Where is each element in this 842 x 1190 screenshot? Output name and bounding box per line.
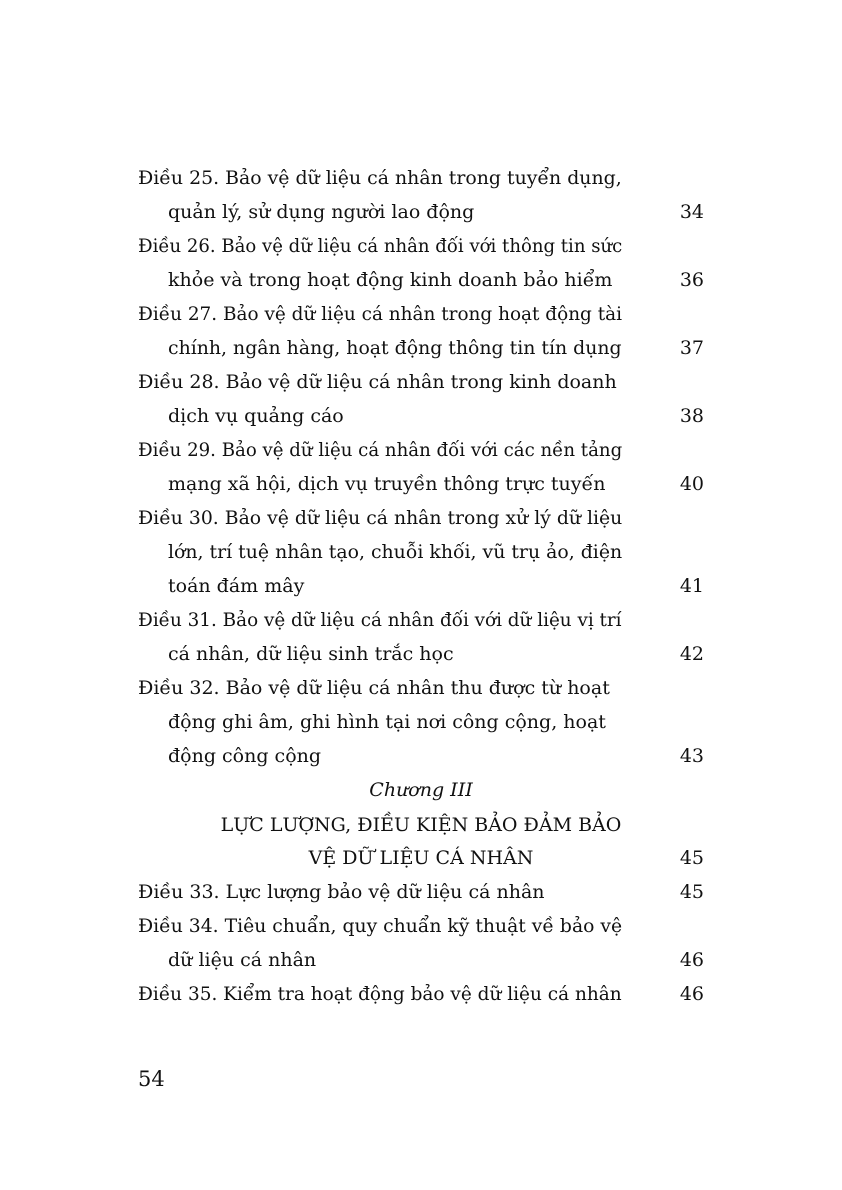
toc-entry-26-line2: khỏe và trong hoạt động kinh doanh bảo hiểm — [168, 269, 613, 291]
toc-entry-31-line2: cá nhân, dữ liệu sinh trắc học — [168, 643, 454, 665]
toc-entry-26-line1: Điều 26. Bảo vệ dữ liệu cá nhân đối với thông tin sức — [138, 235, 623, 257]
toc-entry-28-line1: Điều 28. Bảo vệ dữ liệu cá nhân trong kinh doanh — [138, 371, 617, 393]
toc-entry-30-line1: Điều 30. Bảo vệ dữ liệu cá nhân trong xử lý dữ liệu — [138, 507, 623, 529]
chapter-label: Chương III — [369, 779, 473, 801]
page-number: 54 — [138, 1067, 165, 1091]
toc-entry-31-line1: Điều 31. Bảo vệ dữ liệu cá nhân đối với dữ liệu vị trí — [138, 609, 622, 631]
toc-entry-35-page: 46 — [679, 983, 704, 1005]
toc-entry-29-line2: mạng xã hội, dịch vụ truyền thông trực tuyến — [168, 473, 606, 495]
toc-entry-34-line1: Điều 34. Tiêu chuẩn, quy chuẩn kỹ thuật về bảo vệ — [138, 915, 623, 937]
toc-entry-25-line2: quản lý, sử dụng người lao động — [168, 201, 475, 223]
toc-entry-34-page: 46 — [679, 949, 704, 971]
chapter-page: 45 — [679, 847, 704, 869]
toc-entry-33-line1: Điều 33. Lực lượng bảo vệ dữ liệu cá nhân — [138, 881, 545, 903]
toc-entry-29-page: 40 — [679, 473, 704, 495]
toc-entry-32-line2: động ghi âm, ghi hình tại nơi công cộng, hoạt — [168, 711, 606, 733]
toc-entry-32-line1: Điều 32. Bảo vệ dữ liệu cá nhân thu được từ hoạt — [138, 677, 610, 699]
toc-entry-34-line2: dữ liệu cá nhân — [168, 949, 317, 971]
toc-entry-31-page: 42 — [679, 643, 704, 665]
toc-entry-30-line2: lớn, trí tuệ nhân tạo, chuỗi khối, vũ trụ ảo, điện — [168, 541, 623, 563]
toc-entry-25-page: 34 — [679, 201, 704, 223]
toc-entry-30-line3: toán đám mây — [168, 575, 305, 597]
toc-entry-27-line1: Điều 27. Bảo vệ dữ liệu cá nhân trong hoạt động tài — [138, 303, 623, 325]
toc-entry-27-line2: chính, ngân hàng, hoạt động thông tin tín dụng — [168, 337, 622, 359]
toc-entry-32-page: 43 — [679, 745, 704, 767]
chapter-title-line1: LỰC LƯỢNG, ĐIỀU KIỆN BẢO ĐẢM BẢO — [220, 814, 622, 836]
toc-entry-29-line1: Điều 29. Bảo vệ dữ liệu cá nhân đối với các nền tảng — [138, 439, 623, 461]
toc-entry-32-line3: động công cộng — [168, 745, 322, 767]
toc-entry-27-page: 37 — [679, 337, 704, 359]
toc-entry-28-page: 38 — [679, 405, 704, 427]
toc-entry-33-page: 45 — [679, 881, 704, 903]
toc-entry-25-line1: Điều 25. Bảo vệ dữ liệu cá nhân trong tuyển dụng, — [138, 167, 622, 189]
chapter-title-line2: VỆ DỮ LIỆU CÁ NHÂN — [308, 847, 534, 869]
toc-entry-26-page: 36 — [679, 269, 704, 291]
toc-entry-30-page: 41 — [679, 575, 704, 597]
toc-entry-28-line2: dịch vụ quảng cáo — [168, 405, 344, 427]
toc-entry-35-line1: Điều 35. Kiểm tra hoạt động bảo vệ dữ liệu cá nhân — [138, 983, 622, 1005]
